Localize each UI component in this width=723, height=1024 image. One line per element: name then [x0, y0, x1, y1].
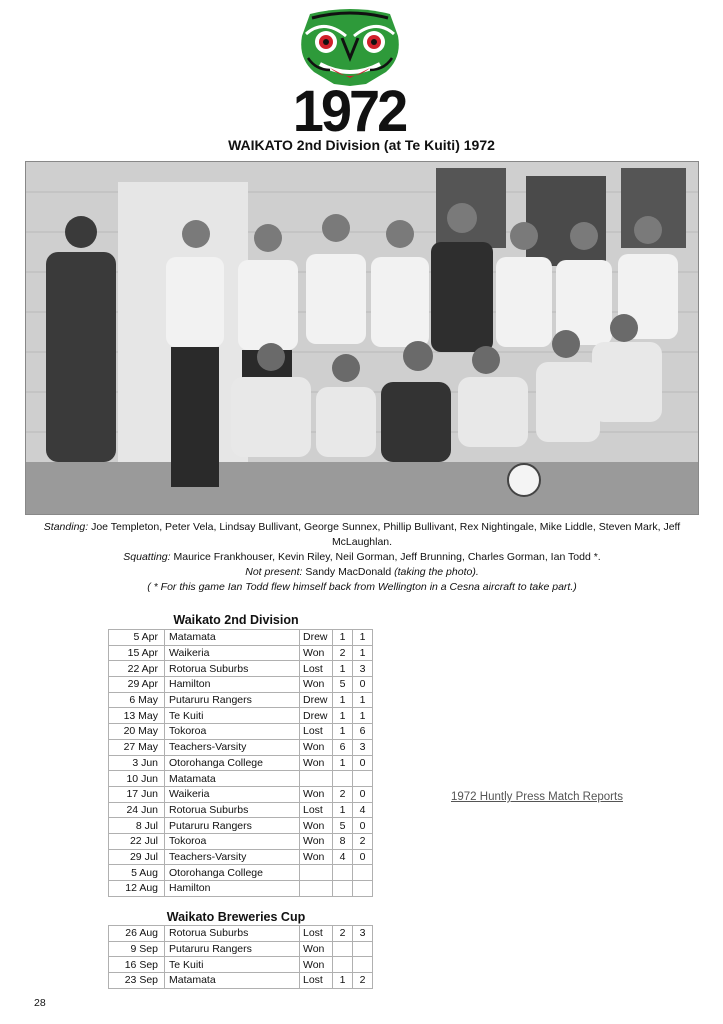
page-title: WAIKATO 2nd Division (at Te Kuiti) 1972 [228, 137, 495, 153]
match-score-for: 1 [333, 661, 353, 677]
table-row [109, 802, 373, 818]
match-score-for: 2 [333, 645, 353, 661]
table-row [109, 692, 373, 708]
match-date: 13 May [109, 708, 165, 724]
table-row [109, 818, 373, 834]
match-opponent: Putaruru Rangers [165, 818, 300, 834]
match-score-against: 2 [353, 833, 373, 849]
match-result: Drew [300, 708, 333, 724]
match-result: Drew [300, 692, 333, 708]
match-score-against [353, 941, 373, 957]
table-row [109, 926, 373, 942]
match-result: Won [300, 677, 333, 693]
match-date: 23 Sep [109, 973, 165, 989]
match-score-against: 0 [353, 677, 373, 693]
match-date: 20 May [109, 724, 165, 740]
match-score-for [333, 771, 353, 787]
division-table-title: Waikato 2nd Division [173, 613, 299, 627]
match-score-against: 6 [353, 724, 373, 740]
cup-table-title: Waikato Breweries Cup [166, 910, 306, 924]
caption-not-present [22, 565, 702, 580]
match-date: 9 Sep [109, 941, 165, 957]
match-opponent: Hamilton [165, 677, 300, 693]
match-result: Won [300, 755, 333, 771]
match-opponent: Tokoroa [165, 724, 300, 740]
match-score-against: 3 [353, 926, 373, 942]
match-date: 15 Apr [109, 645, 165, 661]
match-score-for: 5 [333, 818, 353, 834]
table-row [109, 724, 373, 740]
match-opponent: Te Kuiti [165, 708, 300, 724]
table-row [109, 677, 373, 693]
match-score-for: 1 [333, 802, 353, 818]
table-row [109, 865, 373, 881]
match-opponent: Waikeria [165, 645, 300, 661]
not-present-note: (taking the photo). [394, 566, 479, 578]
match-result: Lost [300, 802, 333, 818]
match-score-for: 2 [333, 786, 353, 802]
match-reports-link[interactable]: 1972 Huntly Press Match Reports [451, 791, 623, 803]
match-score-for: 2 [333, 926, 353, 942]
match-opponent: Rotorua Suburbs [165, 926, 300, 942]
match-date: 22 Apr [109, 661, 165, 677]
match-opponent: Rotorua Suburbs [165, 661, 300, 677]
match-opponent: Otorohanga College [165, 865, 300, 881]
division-results-table [108, 629, 373, 897]
match-result [300, 881, 333, 897]
match-result: Drew [300, 630, 333, 646]
squatting-names: Maurice Frankhouser, Kevin Riley, Neil Gorman, Jeff Brunning, Charles Gorman, Ian Todd *. [173, 551, 601, 563]
table-row [109, 739, 373, 755]
table-row [109, 645, 373, 661]
match-score-against: 1 [353, 645, 373, 661]
match-result: Lost [300, 926, 333, 942]
match-date: 29 Apr [109, 677, 165, 693]
caption-footnote [22, 580, 702, 595]
cup-results-table [108, 925, 373, 989]
match-score-against: 0 [353, 818, 373, 834]
match-score-against: 2 [353, 973, 373, 989]
match-date: 10 Jun [109, 771, 165, 787]
match-opponent: Matamata [165, 973, 300, 989]
match-score-for: 1 [333, 708, 353, 724]
match-opponent: Teachers-Varsity [165, 739, 300, 755]
match-result: Lost [300, 724, 333, 740]
match-result [300, 865, 333, 881]
match-score-for: 4 [333, 849, 353, 865]
page-number: 28 [34, 997, 46, 1009]
match-date: 5 Apr [109, 630, 165, 646]
match-score-against [353, 865, 373, 881]
match-score-for: 1 [333, 755, 353, 771]
match-score-against [353, 881, 373, 897]
caption-squatting [22, 550, 702, 565]
match-score-for [333, 957, 353, 973]
team-photo-image [26, 162, 698, 514]
match-score-for: 6 [333, 739, 353, 755]
match-score-for: 8 [333, 833, 353, 849]
match-date: 22 Jul [109, 833, 165, 849]
photo-caption [22, 520, 702, 595]
match-date: 16 Sep [109, 957, 165, 973]
table-row [109, 833, 373, 849]
match-score-against: 1 [353, 692, 373, 708]
year-heading: 1972 [292, 77, 406, 144]
match-score-for [333, 941, 353, 957]
match-score-for: 1 [333, 724, 353, 740]
match-result: Won [300, 786, 333, 802]
caption-standing [22, 520, 702, 550]
match-result [300, 771, 333, 787]
match-date: 29 Jul [109, 849, 165, 865]
match-result: Won [300, 833, 333, 849]
match-date: 12 Aug [109, 881, 165, 897]
match-score-against: 0 [353, 786, 373, 802]
not-present-label: Not present: [245, 566, 303, 578]
match-opponent: Putaruru Rangers [165, 941, 300, 957]
match-date: 6 May [109, 692, 165, 708]
match-opponent: Teachers-Varsity [165, 849, 300, 865]
table-row [109, 941, 373, 957]
table-row [109, 786, 373, 802]
match-score-against: 1 [353, 708, 373, 724]
match-result: Won [300, 941, 333, 957]
match-opponent: Matamata [165, 771, 300, 787]
match-date: 26 Aug [109, 926, 165, 942]
match-score-for: 1 [333, 973, 353, 989]
match-score-against: 3 [353, 739, 373, 755]
match-opponent: Waikeria [165, 786, 300, 802]
match-score-for: 5 [333, 677, 353, 693]
table-row [109, 755, 373, 771]
table-row [109, 849, 373, 865]
squatting-label: Squatting: [123, 551, 171, 563]
match-score-against: 0 [353, 849, 373, 865]
match-opponent: Putaruru Rangers [165, 692, 300, 708]
match-date: 3 Jun [109, 755, 165, 771]
table-row [109, 708, 373, 724]
match-score-for [333, 865, 353, 881]
table-row [109, 957, 373, 973]
match-result: Won [300, 645, 333, 661]
table-row [109, 661, 373, 677]
match-opponent: Matamata [165, 630, 300, 646]
match-opponent: Rotorua Suburbs [165, 802, 300, 818]
match-score-against: 1 [353, 630, 373, 646]
match-opponent: Otorohanga College [165, 755, 300, 771]
match-date: 24 Jun [109, 802, 165, 818]
match-result: Won [300, 818, 333, 834]
match-opponent: Te Kuiti [165, 957, 300, 973]
match-date: 27 May [109, 739, 165, 755]
match-score-against: 4 [353, 802, 373, 818]
table-row [109, 881, 373, 897]
match-date: 17 Jun [109, 786, 165, 802]
footnote-text: ( * For this game Ian Todd flew himself back from Wellington in a Cesna aircraft to take part.) [147, 581, 577, 593]
match-score-against [353, 957, 373, 973]
match-score-for: 1 [333, 692, 353, 708]
match-score-for [333, 881, 353, 897]
match-result: Won [300, 849, 333, 865]
match-score-against [353, 771, 373, 787]
match-score-for: 1 [333, 630, 353, 646]
match-score-against: 3 [353, 661, 373, 677]
match-result: Won [300, 957, 333, 973]
table-row [109, 973, 373, 989]
match-opponent: Tokoroa [165, 833, 300, 849]
standing-label: Standing: [43, 521, 89, 533]
match-date: 8 Jul [109, 818, 165, 834]
match-result: Lost [300, 973, 333, 989]
match-result: Won [300, 739, 333, 755]
standing-names: Joe Templeton, Peter Vela, Lindsay Bullivant, George Sunnex, Phillip Bullivant, Rex Nightingale, Mike Liddle, Steven Mark, Jeff McLaughlan. [91, 521, 681, 548]
match-result: Lost [300, 661, 333, 677]
match-date: 5 Aug [109, 865, 165, 881]
not-present-name: Sandy MacDonald [305, 566, 392, 578]
table-row [109, 630, 373, 646]
match-opponent: Hamilton [165, 881, 300, 897]
table-row [109, 771, 373, 787]
team-photo [25, 161, 699, 515]
match-score-against: 0 [353, 755, 373, 771]
